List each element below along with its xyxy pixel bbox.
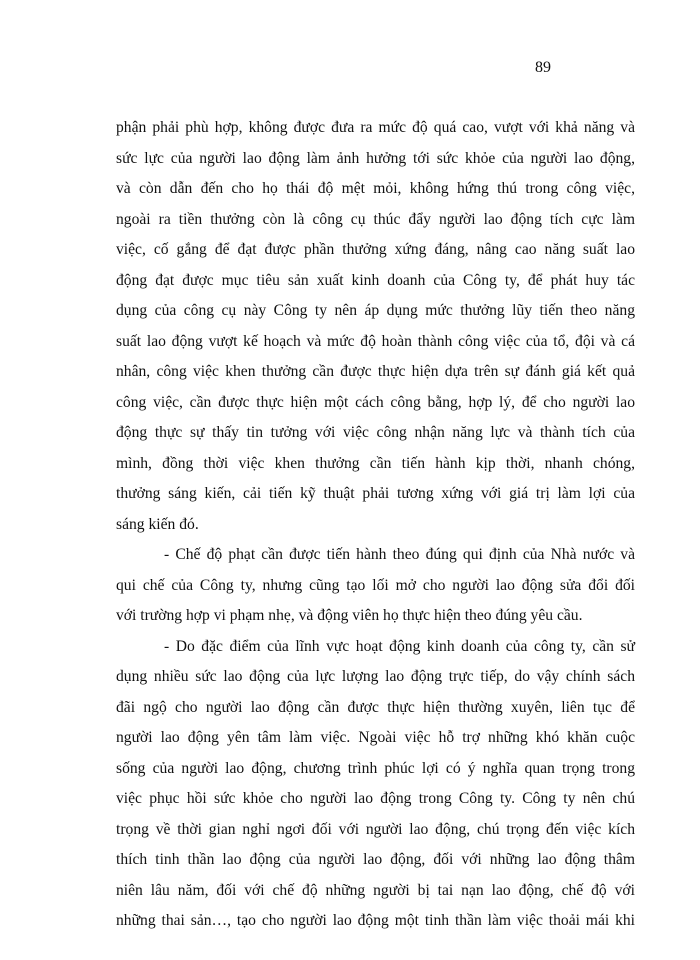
text-line: trọng về thời gian nghỉ ngơi đối với người lao động, chú trọng đến việc kích — [116, 820, 635, 838]
text-line: ngoài ra tiền thưởng còn là công cụ thúc đẩy người lao động tích cực làm — [116, 210, 635, 228]
text-line: phận phải phù hợp, không được đưa ra mức độ quá cao, vượt với khả năng và — [116, 119, 635, 136]
text-line: thích tinh thần lao động của người lao động, đối với những lao động thâm — [116, 851, 635, 868]
page-number: 89 — [535, 59, 551, 76]
text-line: việc phục hồi sức khỏe cho người lao động trong Công ty. Công ty nên chú — [116, 790, 635, 807]
text-line: dụng nhiều sức lao động của lực lượng lao động trực tiếp, do vậy chính sách — [116, 668, 635, 685]
body-text — [116, 113, 635, 937]
text-line: dụng của công cụ này Công ty nên áp dụng mức thưởng lũy tiến theo năng — [116, 302, 635, 319]
text-line: suất lao động vượt kế hoạch và mức độ hoàn thành công việc của tổ, đội và cá — [116, 332, 635, 350]
text-line: đãi ngộ cho người lao động cần được thực hiện thường xuyên, liên tục để — [116, 698, 635, 716]
text-line: việc, cố gắng để đạt được phần thưởng xứng đáng, nâng cao năng suất lao — [116, 241, 635, 258]
text-line: sáng kiến đó. — [116, 515, 199, 533]
text-line: người lao động yên tâm làm việc. Ngoài việc hỗ trợ những khó khăn cuộc — [116, 729, 635, 746]
text-line: thưởng sáng kiến, cải tiến kỹ thuật phải tương xứng với giá trị làm lợi của — [116, 485, 635, 502]
text-line: động thực sự thấy tin tưởng với việc công nhận năng lực và thành tích của — [116, 424, 635, 441]
text-line: qui chế của Công ty, nhưng cũng tạo lối mở cho người lao động sửa đổi đối — [116, 576, 635, 594]
text-line: sống của người lao động, chương trình phúc lợi có ý nghĩa quan trọng trong — [116, 759, 635, 777]
text-line: - Do đặc điểm của lĩnh vực hoạt động kinh doanh của công ty, cần sử — [164, 637, 635, 655]
text-line: - Chế độ phạt cần được tiến hành theo đúng qui định của Nhà nước và — [164, 546, 635, 563]
text-line: động đạt được mục tiêu sản xuất kinh doanh của Công ty, để phát huy tác — [116, 271, 635, 289]
text-line: công việc, cần được thực hiện một cách công bằng, hợp lý, để cho người lao — [116, 393, 635, 411]
text-line: sức lực của người lao động làm ảnh hưởng tới sức khỏe của người lao động, — [116, 149, 635, 167]
text-line: những thai sản…, tạo cho người lao động một tinh thần làm việc thoải mái khi — [116, 912, 635, 929]
text-line: nhân, công việc khen thưởng cần được thực hiện dựa trên sự đánh giá kết quả — [116, 363, 635, 380]
text-line: mình, đồng thời việc khen thưởng cần tiến hành kịp thời, nhanh chóng, — [116, 454, 635, 472]
text-line: niên lâu năm, đối với chế độ những người bị tai nạn lao động, chế độ với — [116, 881, 635, 899]
text-line: với trường hợp vi phạm nhẹ, và động viên họ thực hiện theo đúng yêu cầu. — [116, 607, 583, 624]
text-line: và còn dẫn đến cho họ thái độ mệt mỏi, không hứng thú trong công việc, — [116, 180, 635, 197]
